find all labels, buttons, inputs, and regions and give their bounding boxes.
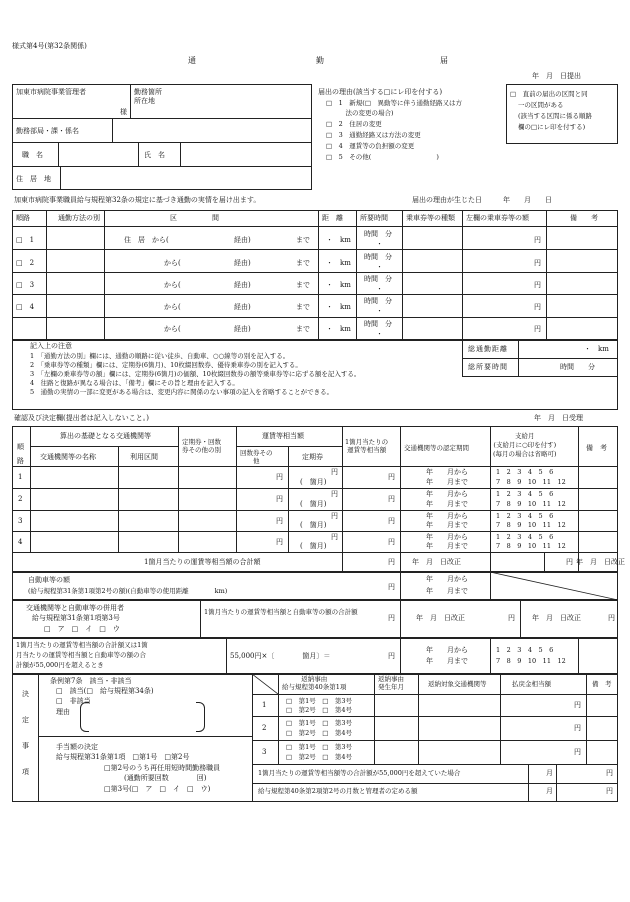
refund-bottom-yen-2: 円: [606, 787, 613, 795]
honorific: 様: [120, 108, 127, 116]
allowance-line-3: (通勤所要回数 回): [124, 774, 207, 782]
route-to: まで: [296, 236, 310, 244]
refund-row-no: 1: [262, 701, 267, 709]
decision-side-3: 事: [22, 742, 29, 750]
reason-label: 理由: [56, 708, 70, 716]
title-char-3: 届: [440, 56, 449, 65]
route-yen: 円: [534, 303, 541, 311]
total-distance-label: 総通勤距離: [468, 345, 508, 353]
dept-label: 勤務部局・課・係名: [16, 127, 79, 135]
applies-option[interactable]: □ 該当(□ 給与規程第34条): [56, 687, 154, 695]
route-time-dot: ・: [376, 285, 383, 293]
confirm-months-1: 1 2 3 4 5 6: [496, 490, 554, 498]
combo-yen: 円: [388, 614, 395, 622]
route-time: 時間 分: [364, 320, 392, 328]
confirm-period-to: 年 月まで: [426, 542, 468, 550]
route-yen: 円: [534, 259, 541, 267]
route-no[interactable]: □ 3: [16, 281, 35, 289]
monthly-total-revised: 年 月 日改正: [412, 558, 461, 566]
combo-sum-label: 1箇月当たりの運賃等相当額と自動車等の額の合計額: [204, 608, 358, 616]
route-distance: ・ km: [326, 259, 351, 267]
reason-item-5: □ 5 その他( ): [326, 153, 439, 161]
confirm-months-2: 7 8 9 10 11 12: [496, 542, 566, 550]
refund-row-no: 3: [262, 748, 267, 756]
reason-item-2: □ 2 住居の変更: [326, 120, 382, 128]
route-h-distance: 距 離: [322, 214, 343, 222]
confirm-row-no: 3: [18, 517, 23, 525]
confirm-h-period: 交通機関等の認定期間: [404, 444, 469, 452]
refund-row-yen: 円: [574, 701, 581, 709]
over-label-2: 月当たりの運賃等相当額と自動車等の額の合: [16, 651, 146, 659]
decision-side-1: 決: [22, 690, 29, 698]
over-months-2: 7 8 9 10 11 12: [496, 657, 566, 665]
notes-heading: 記入上の注意: [30, 342, 72, 350]
combo-yen-2: 円: [508, 614, 515, 622]
confirm-h-fare-b: 定期券: [302, 453, 323, 461]
route-h-amount: 左欄の乗車券等の額: [466, 214, 529, 222]
confirm-months-2: 7 8 9 10 11 12: [496, 478, 566, 486]
confirm-h-agency: 交通機関等の名称: [40, 453, 96, 461]
reason-item-4: □ 4 運賃等の負担額の変更: [326, 142, 415, 150]
confirm-row-no: 4: [18, 538, 23, 546]
route-distance: ・ km: [326, 303, 351, 311]
confirm-yen-b: 円: [331, 512, 338, 520]
decision-side-4: 項: [22, 768, 29, 776]
car-from: 年 月から: [426, 575, 468, 583]
allowance-line-4[interactable]: □第3号(□ ア □ イ □ ウ): [104, 785, 211, 793]
submission-date: 年 月 日提出: [532, 72, 581, 80]
route-to: まで: [296, 303, 310, 311]
refund-row-b[interactable]: □ 第2号 □ 第4号: [286, 729, 353, 737]
note-2: 2 「乗車券等の種類」欄には、定期券(6箇月)、10枚綴回数券、優待乗車券の別を記入する。: [30, 361, 302, 369]
allowance-line-2[interactable]: □第2号のうち再任用短時間勤務職員: [104, 764, 221, 772]
confirm-months: ( 箇月): [300, 478, 327, 486]
confirm-period-to: 年 月まで: [426, 500, 468, 508]
combo-label-2: 給与規程第31条第1項第3号: [32, 614, 120, 622]
route-from: から(: [164, 281, 181, 289]
decision-side-2: 定: [22, 716, 29, 724]
confirm-months: ( 箇月): [300, 500, 327, 508]
addressee: 加東市病院事業管理者: [16, 88, 86, 96]
confirm-yen-c: 円: [388, 517, 395, 525]
allowance-line-1[interactable]: 給与規程第31条第1項 □第1号 □第2号: [56, 753, 190, 761]
reason-bracket-left: [80, 702, 89, 732]
confirm-yen-a: 円: [276, 473, 283, 481]
confirm-yen-c: 円: [388, 495, 395, 503]
combo-yen-3: 円: [608, 614, 615, 622]
not-applies-option[interactable]: □ 非該当: [56, 697, 91, 705]
monthly-total-yen-2: 円: [566, 558, 573, 566]
reason-heading: 届出の理由(該当する□にレ印を付する): [318, 88, 443, 96]
route-no[interactable]: □ 1: [16, 236, 35, 244]
route-yen: 円: [534, 325, 541, 333]
route-time: 時間 分: [364, 297, 392, 305]
confirm-h-monthly: 1箇月当たりの 運賃等相当額: [345, 438, 389, 455]
car-label-2: (給与規程第31条第1項第2号の額)(自動車等の使用距離 km): [28, 587, 228, 595]
title-char-2: 勤: [316, 56, 325, 65]
refund-row-b[interactable]: □ 第2号 □ 第4号: [286, 706, 353, 714]
route-h-remarks: 備 考: [570, 214, 598, 222]
confirm-period-from: 年 月から: [426, 490, 468, 498]
confirm-period-to: 年 月まで: [426, 478, 468, 486]
confirm-h-no: 順 路: [17, 443, 24, 465]
route-table: [12, 210, 618, 340]
confirm-period-from: 年 月から: [426, 468, 468, 476]
confirm-yen-b: 円: [331, 533, 338, 541]
residence-label: 住 居 地: [16, 175, 51, 183]
confirm-period-to: 年 月まで: [426, 521, 468, 529]
confirm-yen-b: 円: [331, 490, 338, 498]
confirm-row-no: 2: [18, 495, 23, 503]
confirm-h-fare-a: 回数券その 他: [240, 449, 273, 466]
same-section-4: 欄の□にレ印を付する): [518, 123, 586, 131]
over-formula: 55,000円×〔 箇月〕＝: [230, 652, 331, 660]
refund-row-a[interactable]: □ 第1号 □ 第3号: [286, 743, 353, 751]
allowance-label: 手当額の決定: [56, 743, 98, 751]
over-yen: 円: [388, 652, 395, 660]
reason-item-3: □ 3 通勤経路又は方法の変更: [326, 131, 421, 139]
title-char-1: 通: [188, 56, 197, 65]
route-distance: ・ km: [326, 236, 351, 244]
route-from: 住 居 から(: [124, 236, 169, 244]
refund-bottom-month-2: 月: [546, 787, 553, 795]
route-via: 経由): [234, 325, 251, 333]
confirm-h-basis: 算出の基礎となる交通機関等: [60, 432, 151, 440]
route-yen: 円: [534, 236, 541, 244]
note-5: 5 通勤の実情の一部に変更がある場合は、変更内容に関係のない事項の記入を省略することができる。: [30, 388, 334, 396]
reason-bracket-right: [196, 702, 205, 732]
route-time-dot: ・: [376, 307, 383, 315]
refund-h-reason: 返納事由 給与規程第40条第1項: [282, 675, 347, 692]
over-from: 年 月から: [426, 646, 468, 654]
over-label-3: 計額が55,000円を超えるとき: [16, 661, 104, 669]
confirm-months-1: 1 2 3 4 5 6: [496, 533, 554, 541]
note-3: 3 「左欄の乗車券等の額」欄には、定期券(6箇月)の価額、10枚綴回数券の額等乗車券等に応ずる額を記入する。: [30, 370, 361, 378]
confirm-period-from: 年 月から: [426, 512, 468, 520]
confirm-h-remarks: 備 考: [586, 444, 607, 452]
total-distance-value: ・ km: [584, 345, 609, 353]
route-h-method: 通勤方法の別: [58, 214, 100, 222]
route-via: 経由): [234, 259, 251, 267]
confirm-yen-a: 円: [276, 517, 283, 525]
route-h-ticket: 乗車券等の種類: [406, 214, 455, 222]
refund-bottom-month-1: 月: [546, 769, 553, 777]
route-from: から(: [164, 303, 181, 311]
confirm-heading: 確認及び決定欄(提出者は記入しないこと。): [14, 414, 149, 422]
route-time-dot: ・: [376, 330, 383, 338]
refund-bottom-yen-1: 円: [606, 769, 613, 777]
car-strike-diagonal: [490, 572, 618, 600]
form-number: 様式第4号(第32条関係): [12, 42, 87, 50]
refund-row-b[interactable]: □ 第2号 □ 第4号: [286, 753, 353, 761]
route-no[interactable]: □ 2: [16, 259, 35, 267]
route-from: から(: [164, 259, 181, 267]
route-time: 時間 分: [364, 230, 392, 238]
refund-row-no: 2: [262, 724, 267, 732]
confirm-months-1: 1 2 3 4 5 6: [496, 468, 554, 476]
over-to: 年 月まで: [426, 657, 468, 665]
received-date: 年 月 日受理: [534, 414, 583, 422]
article-7: 条例第7条 該当・非該当: [50, 677, 132, 685]
route-distance: ・ km: [326, 281, 351, 289]
combo-revised-2: 年 月 日改正: [532, 614, 581, 622]
route-via: 経由): [234, 281, 251, 289]
combo-options[interactable]: □ ア □ イ □ ウ: [44, 625, 120, 633]
refund-row-yen: 円: [574, 748, 581, 756]
confirm-months-2: 7 8 9 10 11 12: [496, 521, 566, 529]
office-location-label: 勤務箇所 所在地: [134, 88, 162, 105]
route-to: まで: [296, 259, 310, 267]
route-via: 経由): [234, 303, 251, 311]
statement: 加東市病院事業職員給与規程第32条の規定に基づき通勤の実情を届け出ます。: [14, 196, 261, 204]
confirm-period-from: 年 月から: [426, 533, 468, 541]
car-label-1: 自動車等の額: [28, 576, 70, 584]
refund-h-remarks: 備 考: [592, 680, 612, 688]
name-label: 氏 名: [144, 151, 165, 159]
note-1: 1 「通勤方法の別」欄には、通勤の順路に従い徒歩、自動車、○○線等の別を記入する。: [30, 352, 290, 360]
combo-revised: 年 月 日改正: [416, 614, 465, 622]
same-section-3: (該当する区間に係る順路: [518, 112, 593, 120]
over-months-1: 1 2 3 4 5 6: [496, 646, 554, 654]
confirm-months: ( 箇月): [300, 542, 327, 550]
confirm-yen-a: 円: [276, 495, 283, 503]
same-section-1: □ 直前の届出の区間と同: [510, 90, 588, 98]
monthly-total-revised-2: 年 月 日改正: [576, 558, 625, 566]
reason-date: 届出の理由が生じた日 年 月 日: [412, 196, 552, 204]
car-to: 年 月まで: [426, 587, 468, 595]
submitter-box: [12, 84, 312, 190]
decision-diagonal: [252, 674, 278, 694]
route-distance: ・ km: [326, 325, 351, 333]
confirm-months-1: 1 2 3 4 5 6: [496, 512, 554, 520]
refund-h-date: 返納事由 発生年月: [378, 675, 404, 692]
note-4: 4 往路と復路が異なる場合は、「備考」欄にその旨と理由を記入する。: [30, 379, 239, 387]
route-to: まで: [296, 281, 310, 289]
total-time-value: 時間 分: [560, 363, 595, 371]
route-time-dot: ・: [376, 263, 383, 271]
route-time: 時間 分: [364, 275, 392, 283]
confirm-h-ticket: 定期券・回数 券その他の別: [182, 438, 221, 455]
route-time: 時間 分: [364, 253, 392, 261]
confirm-h-fare: 運賃等相当額: [262, 432, 304, 440]
route-no[interactable]: □ 4: [16, 303, 35, 311]
route-h-section: 区 間: [170, 214, 219, 222]
car-yen: 円: [388, 583, 395, 591]
refund-row-a[interactable]: □ 第1号 □ 第3号: [286, 697, 353, 705]
monthly-total-label: 1箇月当たりの運賃等相当額の合計額: [144, 558, 261, 566]
confirm-yen-a: 円: [276, 538, 283, 546]
route-via: 経由): [234, 236, 251, 244]
confirm-months: ( 箇月): [300, 521, 327, 529]
confirm-yen-c: 円: [388, 473, 395, 481]
combo-label-1: 交通機関等と自動車等の併用者: [26, 604, 124, 612]
total-time-label: 総所要時間: [468, 363, 508, 371]
reason-item-1b: 法の変更の場合): [326, 109, 394, 117]
reason-item-1: □ 1 新規(□ 異動等に伴う通勤経路又は方: [326, 99, 462, 107]
monthly-total-yen: 円: [388, 558, 395, 566]
route-h-no: 順路: [16, 214, 30, 222]
refund-bottom-2: 給与規程第40条第2項第2号の月数と管理者の定める額: [258, 787, 418, 795]
confirm-row-no: 1: [18, 473, 23, 481]
refund-bottom-1: 1箇月当たりの運賃等相当額等の合計額が55,000円を超えていた場合: [258, 769, 461, 777]
confirm-yen-b: 円: [331, 468, 338, 476]
confirm-h-section: 利用区間: [130, 453, 158, 461]
position-label: 職 名: [22, 151, 43, 159]
route-yen: 円: [534, 281, 541, 289]
confirm-h-paymonth: 支給月 (支給月に○印を付す) (毎月の場合は省略可): [493, 432, 557, 458]
route-time-dot: ・: [376, 240, 383, 248]
refund-h-agency: 返納対象交通機関等: [428, 680, 487, 688]
route-to: まで: [296, 325, 310, 333]
confirm-yen-c: 円: [388, 538, 395, 546]
refund-row-yen: 円: [574, 724, 581, 732]
same-section-2: 一の区間がある: [518, 101, 564, 109]
refund-h-amount: 払戻金相当額: [512, 680, 551, 688]
confirm-months-2: 7 8 9 10 11 12: [496, 500, 566, 508]
route-from: から(: [164, 325, 181, 333]
over-label-1: 1箇月当たりの運賃等相当額の合計額又は1箇: [16, 641, 148, 649]
refund-row-a[interactable]: □ 第1号 □ 第3号: [286, 719, 353, 727]
route-h-time: 所要時間: [360, 214, 388, 222]
